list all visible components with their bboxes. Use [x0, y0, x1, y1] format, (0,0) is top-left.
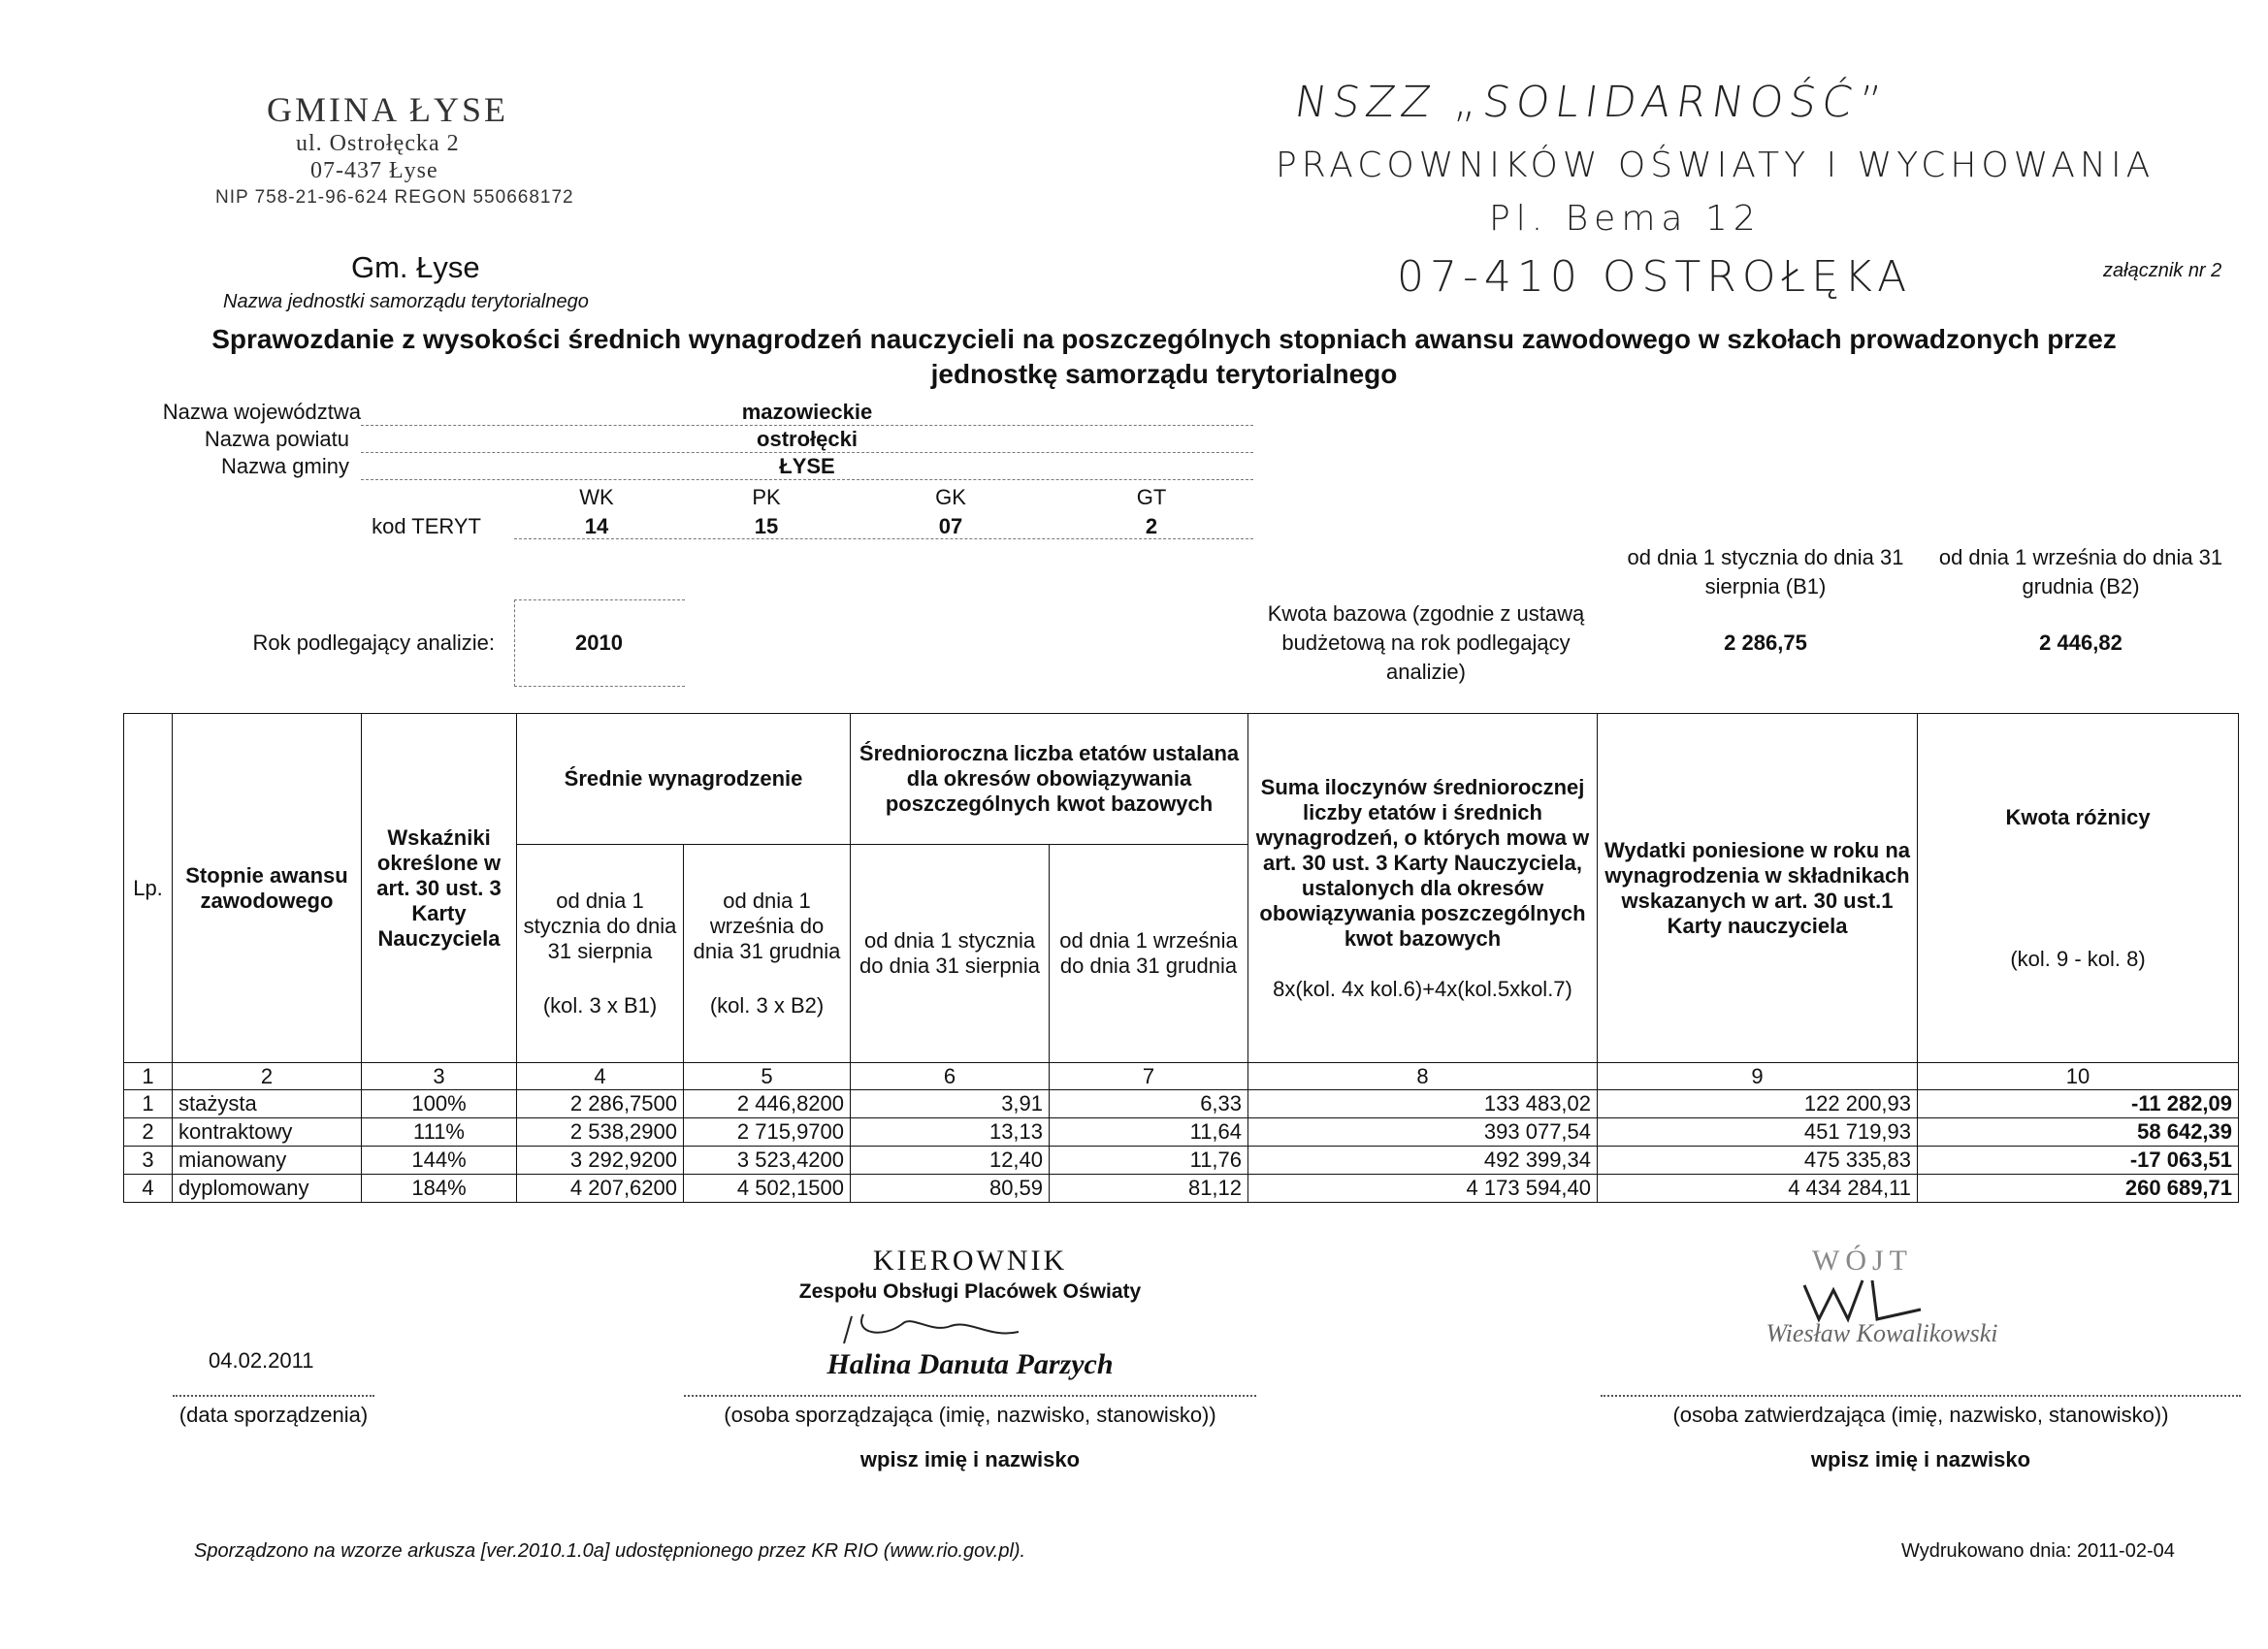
- county-value: ostrołęcki: [361, 427, 1253, 453]
- colnum-6: 6: [851, 1063, 1050, 1090]
- header-sr2-formula: (kol. 3 x B2): [709, 993, 825, 1018]
- header-suma: [1248, 714, 1598, 1063]
- commune-stamp-postal: 07-437 Łyse: [310, 158, 438, 183]
- cell-stopien: kontraktowy: [173, 1118, 362, 1147]
- cell-sr1: 3 292,9200: [517, 1147, 684, 1175]
- cell-wydatki: 475 335,83: [1598, 1147, 1918, 1175]
- teryt-gk-value: 07: [938, 514, 963, 538]
- header-srednie: Średnie wynagrodzenie: [517, 714, 851, 845]
- header-kwota: [1918, 714, 2239, 1063]
- cell-et1: 80,59: [851, 1175, 1050, 1203]
- header-sr1: [517, 845, 684, 1063]
- colnum-7: 7: [1050, 1063, 1248, 1090]
- preparer-stamp-title: KIEROWNIK: [872, 1245, 1068, 1277]
- colnum-3: 3: [362, 1063, 517, 1090]
- b1-label: od dnia 1 stycznia do dnia 31 sierpnia (B1): [1627, 545, 1904, 598]
- cell-et2: 81,12: [1050, 1175, 1248, 1203]
- county-label: Nazwa powiatu: [204, 427, 349, 451]
- unit-name: Gm. Łyse: [351, 250, 480, 284]
- header-wydatki: Wydatki poniesione w roku na wynagrodzenia w składnikach wskazanych w art. 30 ust.1 Karty nauczyciela: [1598, 714, 1918, 1063]
- cell-wskaznik: 100%: [362, 1090, 517, 1118]
- handwritten-line-2: PRACOWNIKÓW OŚWIATY I WYCHOWANIA: [1276, 146, 2155, 185]
- cell-kwota: -17 063,51: [1918, 1147, 2239, 1175]
- approver-line: [1601, 1395, 2241, 1397]
- teryt-wk-value: 14: [584, 514, 609, 538]
- preparer-note: wpisz imię i nazwisko: [859, 1447, 1081, 1471]
- commune-label: Nazwa gminy: [220, 454, 349, 478]
- commune-stamp-ids: NIP 758-21-96-624 REGON 550668172: [215, 187, 574, 208]
- table-row: [124, 1147, 2239, 1175]
- teryt-wk-code: WK: [579, 485, 614, 509]
- cell-wydatki: 451 719,93: [1598, 1118, 1918, 1147]
- cell-sr2: 3 523,4200: [684, 1147, 851, 1175]
- header-sr2-text: od dnia 1 września do dnia 31 grudnia: [693, 889, 841, 963]
- cell-sr2: 2 715,9700: [684, 1118, 851, 1147]
- cell-lp: 2: [124, 1118, 173, 1147]
- cell-lp: 3: [124, 1147, 173, 1175]
- cell-suma: 133 483,02: [1248, 1090, 1598, 1118]
- cell-wskaznik: 184%: [362, 1175, 517, 1203]
- approver-note: wpisz imię i nazwisko: [1810, 1447, 2031, 1471]
- cell-wskaznik: 111%: [362, 1118, 517, 1147]
- teryt-gt-code: GT: [1136, 485, 1167, 509]
- handwritten-line-1: NSZZ „SOLIDARNOŚĆ”: [1291, 78, 1891, 127]
- cell-suma: 393 077,54: [1248, 1118, 1598, 1147]
- preparer-signature: [834, 1305, 1028, 1353]
- teryt-pk-code: PK: [752, 485, 781, 509]
- cell-et2: 6,33: [1050, 1090, 1248, 1118]
- cell-et1: 13,13: [851, 1118, 1050, 1147]
- colnum-1: 1: [124, 1063, 173, 1090]
- commune-value: ŁYSE: [361, 454, 1253, 480]
- date-line: [173, 1395, 374, 1397]
- cell-suma: 4 173 594,40: [1248, 1175, 1598, 1203]
- header-stopnie: Stopnie awansu zawodowego: [173, 714, 362, 1063]
- teryt-label: kod TERYT: [372, 514, 481, 538]
- printed-date: Wydrukowano dnia: 2011-02-04: [1901, 1540, 2175, 1562]
- cell-wskaznik: 144%: [362, 1147, 517, 1175]
- cell-kwota: -11 282,09: [1918, 1090, 2239, 1118]
- unit-caption: Nazwa jednostki samorządu terytorialnego: [223, 291, 589, 312]
- cell-kwota: 58 642,39: [1918, 1118, 2239, 1147]
- cell-suma: 492 399,34: [1248, 1147, 1598, 1175]
- report-title: Sprawozdanie z wysokości średnich wynagrodzeń nauczycieli na poszczególnych stopniach awansu zawodowego w szkołach prowadzonych przez jednostkę samorządu terytorialnego: [211, 324, 2117, 389]
- cell-sr2: 4 502,1500: [684, 1175, 851, 1203]
- cell-et2: 11,76: [1050, 1147, 1248, 1175]
- handwritten-line-3: Pl. Bema 12: [1489, 199, 1762, 239]
- voivodeship-label: Nazwa województwa: [162, 400, 361, 424]
- report-date: 04.02.2011: [209, 1348, 314, 1373]
- preparer-line: [684, 1395, 1256, 1397]
- preparer-name: Halina Danuta Parzych: [826, 1348, 1114, 1380]
- colnum-5: 5: [684, 1063, 851, 1090]
- cell-sr1: 2 538,2900: [517, 1118, 684, 1147]
- cell-wydatki: 4 434 284,11: [1598, 1175, 1918, 1203]
- cell-sr1: 2 286,7500: [517, 1090, 684, 1118]
- approver-name: Wiesław Kowalikowski: [1766, 1319, 1998, 1347]
- header-et2: od dnia 1 września do dnia 31 grudnia: [1050, 845, 1248, 1063]
- commune-stamp-street: ul. Ostrołęcka 2: [296, 131, 460, 156]
- salary-table: [123, 713, 2239, 1203]
- commune-stamp-name: GMINA ŁYSE: [267, 90, 509, 129]
- header-wskazniki: Wskaźniki określone w art. 30 ust. 3 Karty Nauczyciela: [362, 714, 517, 1063]
- teryt-underline: [514, 538, 1253, 539]
- year-label: Rok podlegający analizie:: [252, 630, 495, 655]
- approver-stamp: WÓJT: [1812, 1245, 1913, 1277]
- approver-caption: (osoba zatwierdzająca (imię, nazwisko, stanowisko)): [1672, 1403, 2169, 1427]
- cell-stopien: dyplomowany: [173, 1175, 362, 1203]
- teryt-gk-code: GK: [935, 485, 966, 509]
- template-source: Sporządzono na wzorze arkusza [ver.2010.1.0a] udostępnionego przez KR RIO (www.rio.gov.pl).: [194, 1540, 1026, 1562]
- header-sr1-formula: (kol. 3 x B1): [542, 993, 658, 1018]
- cell-lp: 1: [124, 1090, 173, 1118]
- date-caption: (data sporządzenia): [178, 1403, 369, 1427]
- cell-et1: 3,91: [851, 1090, 1050, 1118]
- cell-kwota: 260 689,71: [1918, 1175, 2239, 1203]
- b1-value: 2 286,75: [1724, 630, 1807, 655]
- cell-wydatki: 122 200,93: [1598, 1090, 1918, 1118]
- handwritten-line-4: 07-410 OSTROŁĘKA: [1397, 252, 1913, 302]
- year-value: 2010: [575, 630, 623, 655]
- header-suma-text: Suma iloczynów średniorocznej liczby etatów i średnich wynagrodzeń, o których mowa w art. 30 ust. 3 Karty Nauczyciela, ustalonych dla okresów obowiązywania poszczególnych kwot bazowych: [1255, 774, 1590, 951]
- attachment-label: załącznik nr 2: [2103, 260, 2222, 281]
- header-etaty: Średnioroczna liczba etatów ustalana dla okresów obowiązywania poszczególnych kwot bazowych: [851, 714, 1248, 845]
- cell-et1: 12,40: [851, 1147, 1050, 1175]
- table-row: [124, 1090, 2239, 1118]
- cell-sr2: 2 446,8200: [684, 1090, 851, 1118]
- header-kwota-formula: (kol. 9 - kol. 8): [2010, 946, 2146, 971]
- header-et1: od dnia 1 stycznia do dnia 31 sierpnia: [851, 845, 1050, 1063]
- colnum-2: 2: [173, 1063, 362, 1090]
- cell-sr1: 4 207,6200: [517, 1175, 684, 1203]
- teryt-pk-value: 15: [754, 514, 779, 538]
- cell-et2: 11,64: [1050, 1118, 1248, 1147]
- colnum-9: 9: [1598, 1063, 1918, 1090]
- preparer-caption: (osoba sporządzająca (imię, nazwisko, stanowisko)): [724, 1403, 1216, 1427]
- header-sr2: [684, 845, 851, 1063]
- cell-stopien: stażysta: [173, 1090, 362, 1118]
- voivodeship-value: mazowieckie: [361, 400, 1253, 426]
- header-kwota-text: Kwota różnicy: [2005, 804, 2151, 829]
- header-sr1-text: od dnia 1 stycznia do dnia 31 sierpnia: [523, 889, 677, 963]
- header-suma-formula: 8x(kol. 4x kol.6)+4x(kol.5xkol.7): [1273, 976, 1572, 1001]
- header-lp: Lp.: [124, 714, 173, 1063]
- table-row: [124, 1175, 2239, 1203]
- colnum-10: 10: [1918, 1063, 2239, 1090]
- year-box: [514, 599, 685, 687]
- preparer-stamp-org: Zespołu Obsługi Placówek Oświaty: [798, 1280, 1142, 1303]
- teryt-gt-value: 2: [1145, 514, 1158, 538]
- table-row: [124, 1118, 2239, 1147]
- b2-label: od dnia 1 września do dnia 31 grudnia (B2): [1938, 545, 2223, 598]
- cell-lp: 4: [124, 1175, 173, 1203]
- colnum-4: 4: [517, 1063, 684, 1090]
- base-label: Kwota bazowa (zgodnie z ustawą budżetową na rok podlegający analizie): [1267, 601, 1585, 684]
- b2-value: 2 446,82: [2039, 630, 2122, 655]
- colnum-8: 8: [1248, 1063, 1598, 1090]
- cell-stopien: mianowany: [173, 1147, 362, 1175]
